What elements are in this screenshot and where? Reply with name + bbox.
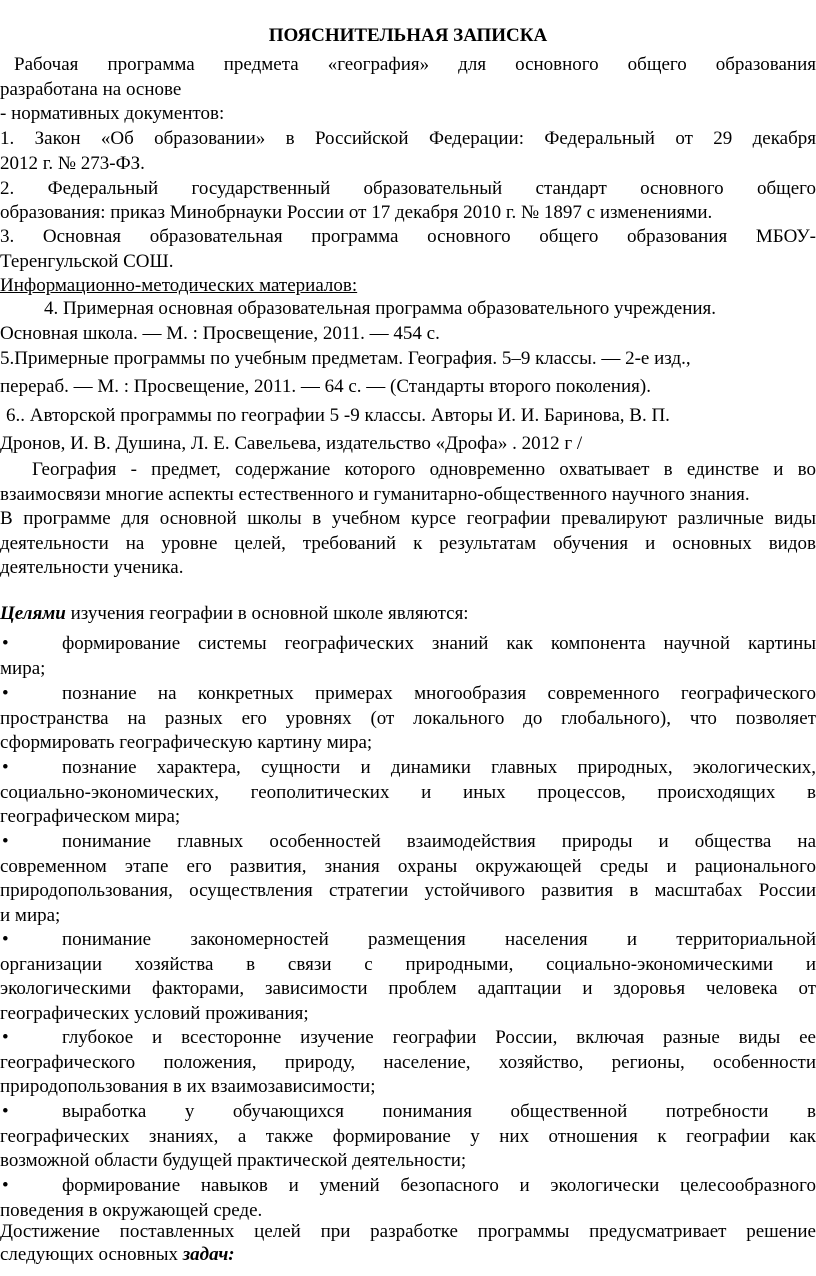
goal-5-line-2: организации хозяйства в связи с природными, социально-экономическими и [0,953,816,975]
doc-1-line-1: 1. Закон «Об образовании» в Российской Федерации: Федеральный от 29 декабря [0,128,816,149]
goal-6-line-1: глубокое и всесторонне изучение географии России, включая разные виды ее [62,1027,816,1048]
goal-5-line-3: экологическими факторами, зависимости проблем адаптации и здоровья человека от [0,978,816,999]
method-5-line-2: перераб. — М. : Просвещение, 2011. — 64 с. — (Стандарты второго поколения). [0,376,651,397]
geo-para-4 [0,533,816,555]
goal-item-row [0,732,816,754]
method-6-line-1: 6.. Авторской программы по географии 5 -9 классы. Авторы И. И. Баринова, В. П. [6,405,670,426]
method-4-line-1: 4. Примерная основная образовательная программа образовательного учреждения. [44,298,717,319]
goal-item-row [62,1175,816,1197]
goal-4-line-2: современном этапе его развития, знания охраны окружающей среды и рационального [0,855,816,877]
goal-item-row [0,1052,816,1074]
goal-item-row [0,1200,816,1222]
goal-item-row [0,978,816,1000]
bullet-icon: • [2,633,9,654]
geo-para-line-4: деятельности на уровне целей, требований к результатам обучения и основных видов [0,533,816,554]
goal-8-line-2: поведения в окружающей среде. [0,1199,263,1221]
closing-line-2-text: следующих основных [0,1244,183,1265]
goal-2-line-3: сформировать географическую картину мира; [0,732,373,753]
intro-paragraph [0,54,816,76]
goal-6-line-2: географического положения, природу, население, хозяйство, регионы, особенности [0,1051,816,1073]
goal-item-row [0,1003,816,1025]
doc-3-line-1: 3. Основная образовательная программа основного общего образования МБОУ- [0,226,816,247]
intro-line-2: разработана на основе [0,79,182,100]
goal-3-line-3: географическом мира; [0,806,181,827]
goal-4-line-3: природопользования, осуществления стратегии устойчивого развития в масштабах России [0,880,816,901]
goal-6-line-3: природопользования в их взаимозависимости; [0,1076,376,1097]
goal-item-row [62,757,816,779]
closing-line-1: Достижение поставленных целей при разработке программы предусматривает решение [0,1221,816,1242]
bullet-icon: • [2,1101,9,1122]
bullet-icon: • [2,683,9,704]
goal-5-line-4: географических условий проживания; [0,1002,309,1024]
goal-item-row [0,806,816,828]
method-4-line-2: Основная школа. — М. : Просвещение, 2011. — 454 с. [0,323,440,344]
closing-line-2 [0,1244,235,1266]
goals-intro-bold: Целями [0,603,66,624]
doc-1-line-2: 2012 г. № 273-ФЗ. [0,153,145,174]
doc-2-line-2: образования: приказ Минобрнауки России от 17 декабря 2010 г. № 1897 с изменениями. [0,202,713,223]
doc-2-line-1: 2. Федеральный государственный образовательный стандарт основного общего [0,178,816,199]
doc-1 [0,128,816,150]
goal-item-row [0,658,816,680]
geo-para [0,459,816,481]
geo-para-line-5: деятельности ученика. [0,557,184,578]
geo-para-line-3: В программе для основной школы в учебном курсе географии превалируют различные виды [0,508,816,529]
bullet-icon: • [2,929,9,950]
goal-2-line-1: познание на конкретных примерах многообразия современного географического [62,683,816,704]
goal-item-row [62,929,816,951]
goal-item-row [62,683,816,705]
bullet-icon: • [2,1175,9,1196]
goals-intro [0,603,469,625]
geo-para-line-2: взаимосвязи многие аспекты естественного и гуманитарно-общественного научного знания. [0,484,750,505]
goal-item-row [62,633,816,655]
bullet-icon: • [2,831,9,852]
methods-heading-text: Информационно-методических материалов: [0,275,358,296]
goal-1-line-1: формирование системы географических знаний как компонента научной картины [62,633,816,654]
goal-item-row [0,1126,816,1148]
page-title: ПОЯСНИТЕЛЬНАЯ ЗАПИСКА [268,25,548,46]
doc-3-line-2: Теренгульской СОШ. [0,251,174,272]
goal-1-line-2: мира; [0,657,46,679]
goal-4-line-1: понимание главных особенностей взаимодействия природы и общества на [62,831,816,852]
goal-7-line-2: географических знаниях, а также формирование у них отношения к географии как [0,1125,816,1147]
goal-item-row [0,905,816,927]
goal-item-row [0,954,816,976]
goals-intro-rest: изучения географии в основной школе являются: [65,603,469,624]
bullet-icon: • [2,757,9,778]
geo-para-line-1: География - предмет, содержание которого одновременно охватывает в единстве и во [32,459,816,480]
goal-item-row [0,856,816,878]
methods-heading [0,275,357,297]
bullet-icon: • [2,1027,9,1048]
doc-3 [0,226,816,248]
goal-item-row [0,1076,816,1098]
goal-4-line-4: и мира; [0,904,61,926]
method-5-line-1: 5.Примерные программы по учебным предметам. География. 5–9 классы. — 2-е изд., [0,348,691,369]
goal-7-line-1: выработка у обучающихся понимания общественной потребности в [62,1101,816,1122]
intro-line-1: Рабочая программа предмета «география» для основного общего образования [14,54,816,75]
method-6-line-2: Дронов, И. В. Душина, Л. Е. Савельева, издательство «Дрофа» . 2012 г / [0,433,583,454]
goal-2-line-2: пространства на разных его уровнях (от локального до глобального), что позволяет [0,707,816,729]
goal-3-line-2: социально-экономических, геополитических и иных процессов, происходящих в [0,781,816,803]
intro-line-3: - нормативных документов: [0,103,225,124]
goal-item-row [62,831,816,853]
closing-line-2-bold: задач: [182,1244,235,1265]
goal-5-line-1: понимание закономерностей размещения населения и территориальной [62,929,816,950]
closing-1 [0,1221,816,1243]
goal-item-row [0,1150,816,1172]
doc-2 [0,178,816,200]
goal-3-line-1: познание характера, сущности и динамики главных природных, экологических, [62,757,816,778]
goal-item-row [0,880,816,902]
goal-item-row [0,782,816,804]
geo-para-3 [0,508,816,530]
goal-item-row [62,1027,816,1049]
goal-item-row [62,1101,816,1123]
goal-item-row [0,708,816,730]
goal-7-line-3: возможной области будущей практической деятельности; [0,1150,467,1171]
goal-8-line-1: формирование навыков и умений безопасного и экологически целесообразного [62,1175,816,1196]
